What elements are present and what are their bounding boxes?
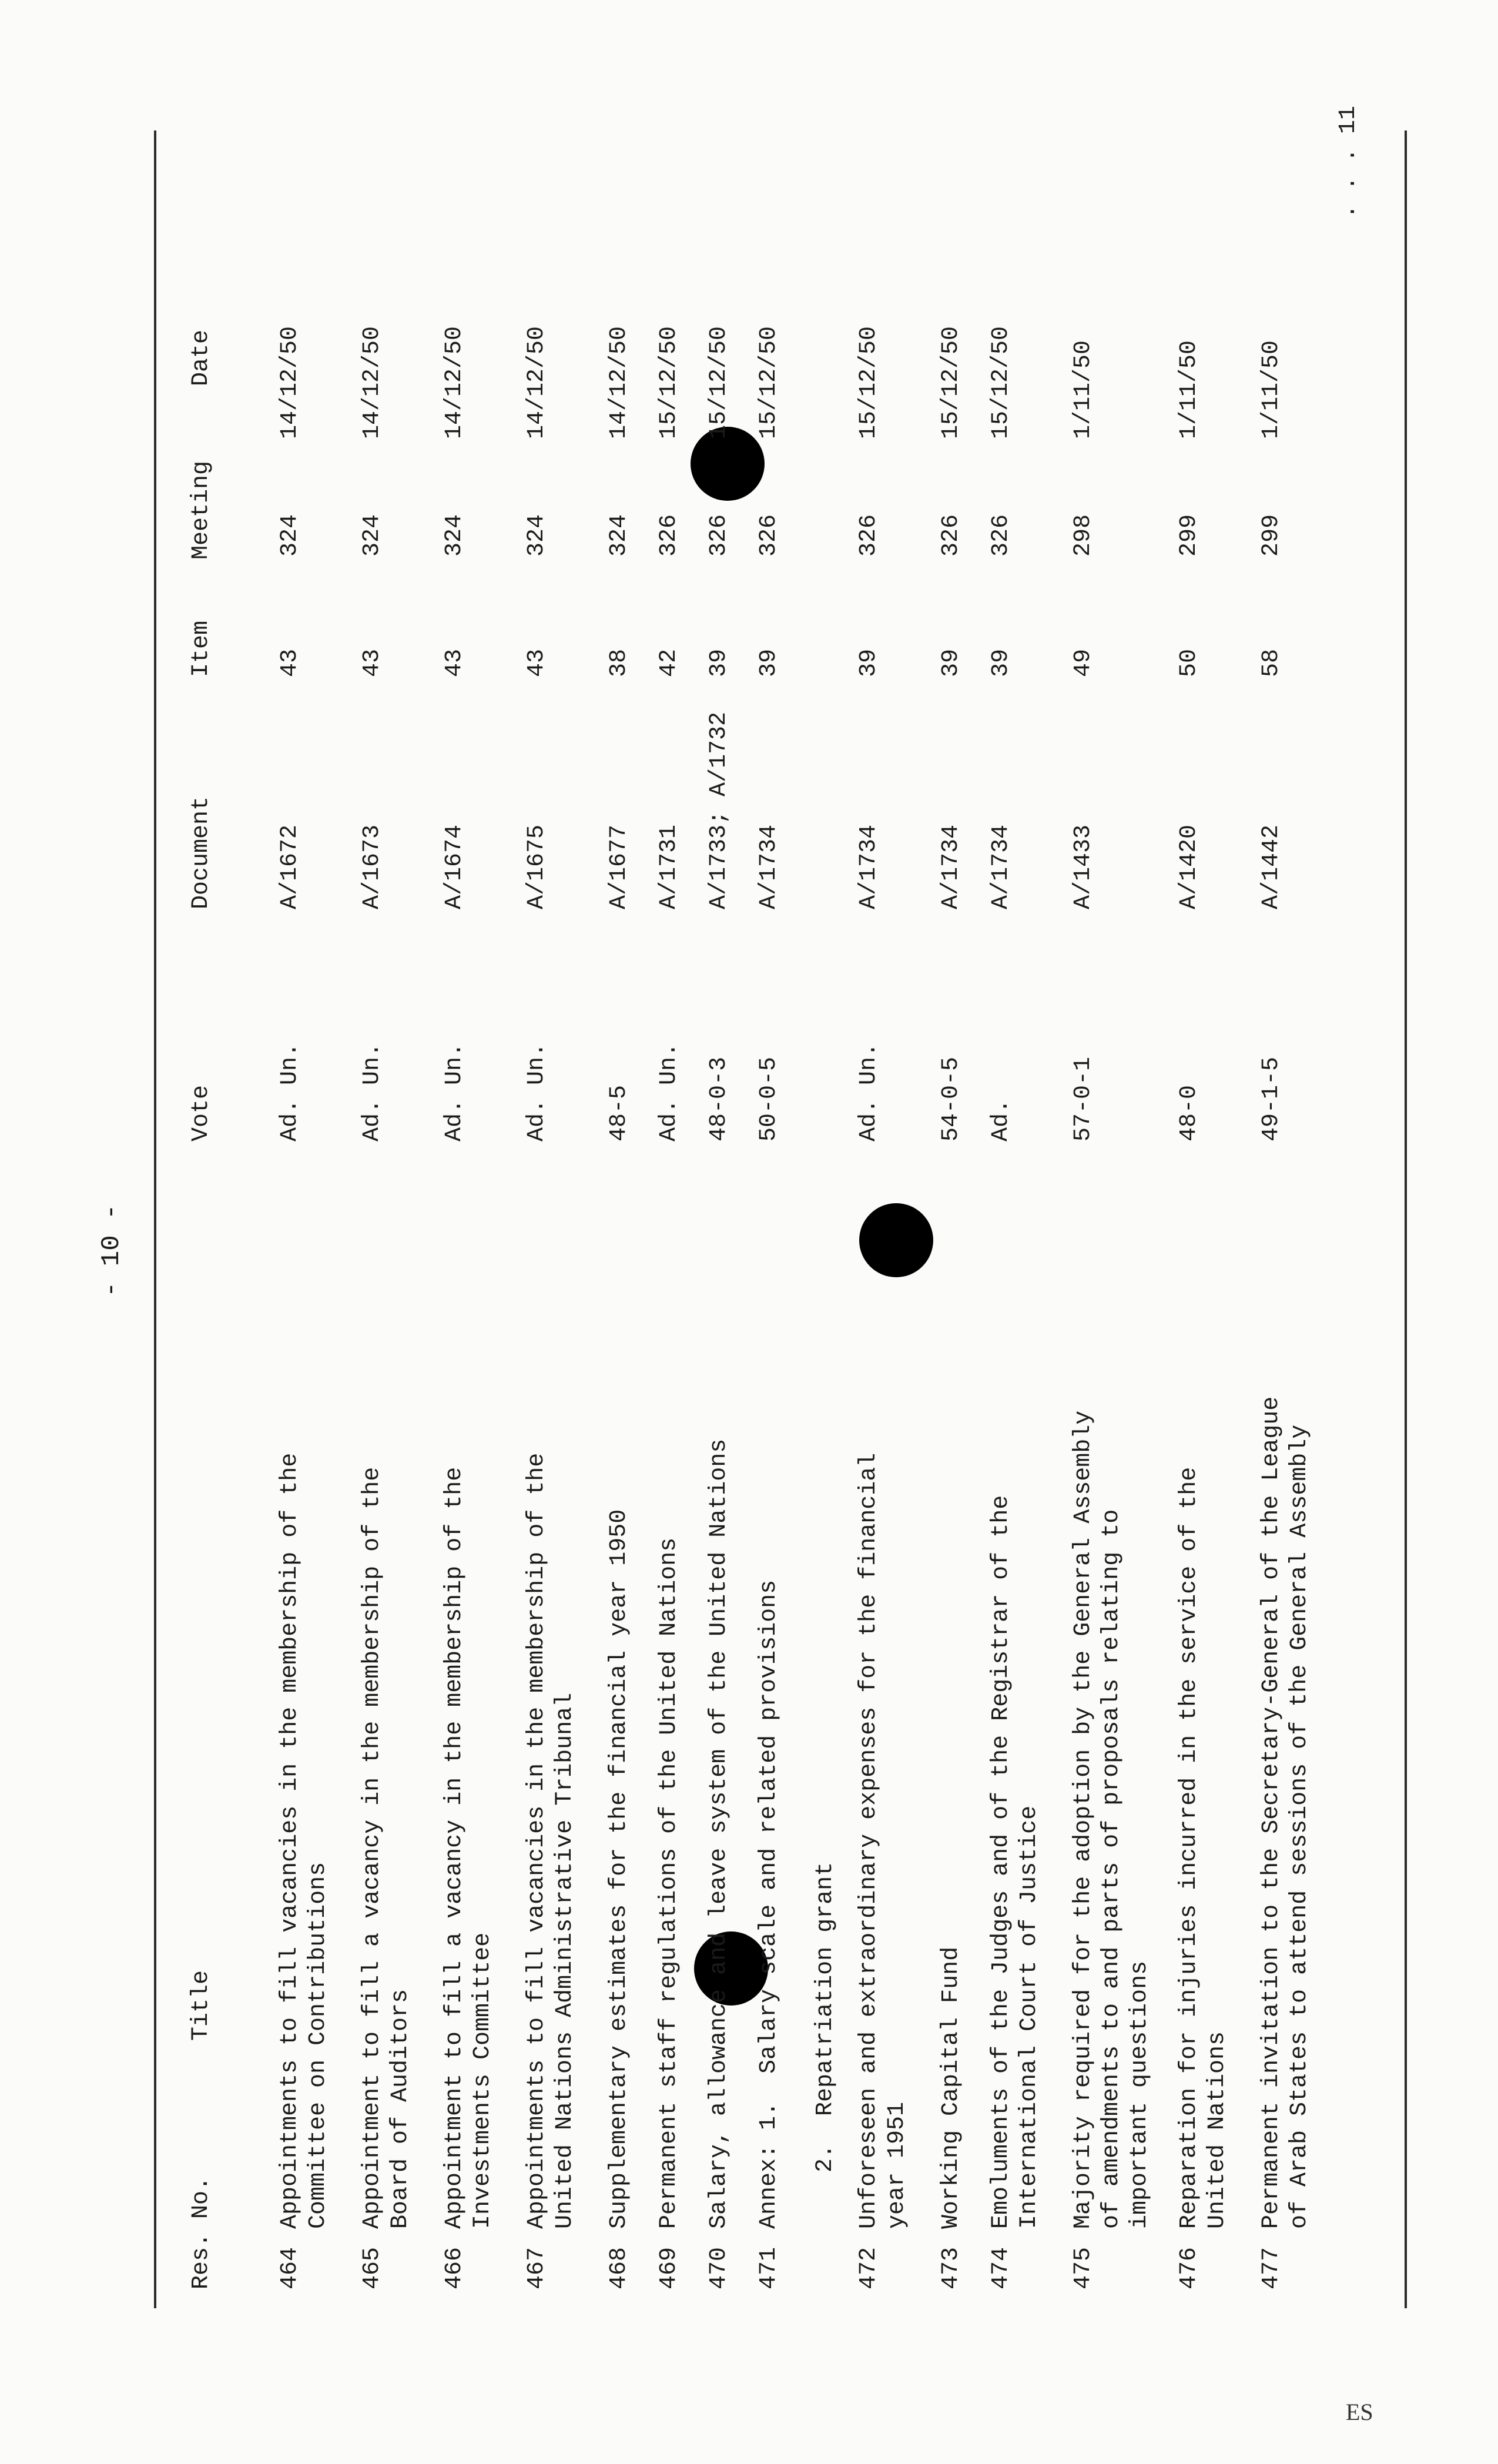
- item-cell: 43: [524, 648, 550, 677]
- title-cell: Appointments to fill vacancies in the membership of the Committee on Contributions: [277, 1452, 331, 2229]
- item-cell: 50: [1176, 648, 1202, 677]
- meeting-cell: 299: [1176, 514, 1202, 557]
- item-cell: 49: [1070, 648, 1097, 677]
- bottom-rule: [1405, 130, 1407, 2308]
- date-cell: 15/12/50: [706, 326, 732, 439]
- document-cell: A/1734: [938, 824, 964, 909]
- vote-cell: Ad. Un.: [656, 1042, 682, 1141]
- item-cell: 39: [706, 648, 732, 677]
- vote-cell: 50-0-5: [756, 1056, 782, 1141]
- top-rule: [154, 130, 156, 2308]
- meeting-cell: 326: [938, 514, 964, 557]
- title-cell: Working Capital Fund: [938, 1946, 964, 2229]
- date-cell: 15/12/50: [988, 326, 1014, 439]
- title-cell: Majority required for the adoption by the General Assembly of amendments to and parts of proposals relating to important questions: [1070, 1410, 1153, 2229]
- res-no-cell: 469: [656, 2247, 682, 2289]
- item-cell: 39: [938, 648, 964, 677]
- vote-cell: Ad. Un.: [277, 1042, 303, 1141]
- meeting-cell: 324: [441, 514, 468, 557]
- header-title: Title: [188, 1970, 215, 2041]
- document-cell: A/1672: [277, 824, 303, 909]
- page-number: - 10 -: [97, 1204, 126, 1297]
- date-cell: 1/11/50: [1176, 340, 1202, 439]
- document-cell: A/1433: [1070, 824, 1097, 909]
- document-cell: A/1675: [524, 824, 550, 909]
- item-cell: 39: [988, 648, 1014, 677]
- title-cell: Unforeseen and extraordinary expenses for the financial year 1951: [856, 1452, 910, 2229]
- item-cell: 39: [856, 648, 882, 677]
- title-cell: Permanent invitation to the Secretary-General of the League of Arab States to attend sessions of the General Assembly: [1258, 1396, 1313, 2229]
- meeting-cell: 326: [988, 514, 1014, 557]
- vote-cell: Ad. Un.: [856, 1042, 882, 1141]
- res-no-cell: 470: [706, 2247, 732, 2289]
- meeting-cell: 326: [756, 514, 782, 557]
- title-cell: Supplementary estimates for the financial year 1950: [606, 1509, 632, 2229]
- document-cell: A/1734: [988, 824, 1014, 909]
- header-document: Document: [188, 796, 215, 909]
- vote-cell: 57-0-1: [1070, 1056, 1097, 1141]
- item-cell: 43: [359, 648, 386, 677]
- title-cell: Appointment to fill a vacancy in the membership of the Investments Committee: [441, 1467, 496, 2229]
- vote-cell: Ad. Un.: [441, 1042, 468, 1141]
- meeting-cell: 324: [277, 514, 303, 557]
- date-cell: 14/12/50: [277, 326, 303, 439]
- date-cell: 1/11/50: [1070, 340, 1097, 439]
- header-vote: Vote: [188, 1084, 215, 1141]
- document-cell: A/1731: [656, 824, 682, 909]
- res-no-cell: 464: [277, 2247, 303, 2289]
- title-cell: Appointments to fill vacancies in the membership of the United Nations Administrative Tribunal: [524, 1452, 578, 2229]
- res-no-cell: 473: [938, 2247, 964, 2289]
- title-cell: Annex: 1. Salary scale and related provisions 2. Repatriation grant: [756, 1579, 839, 2229]
- date-cell: 15/12/50: [756, 326, 782, 439]
- date-cell: 15/12/50: [656, 326, 682, 439]
- vote-cell: 48-0: [1176, 1084, 1202, 1141]
- res-no-cell: 477: [1258, 2247, 1285, 2289]
- date-cell: 1/11/50: [1258, 340, 1285, 439]
- vote-cell: Ad.: [988, 1099, 1014, 1141]
- meeting-cell: 299: [1258, 514, 1285, 557]
- meeting-cell: 326: [856, 514, 882, 557]
- title-cell: Reparation for injuries incurred in the service of the United Nations: [1176, 1467, 1231, 2229]
- item-cell: 42: [656, 648, 682, 677]
- item-cell: 43: [277, 648, 303, 677]
- date-cell: 14/12/50: [359, 326, 386, 439]
- date-cell: 14/12/50: [441, 326, 468, 439]
- date-cell: 15/12/50: [938, 326, 964, 439]
- header-item: Item: [188, 620, 215, 677]
- meeting-cell: 298: [1070, 514, 1097, 557]
- title-cell: Emoluments of the Judges and of the Registrar of the International Court of Justice: [988, 1495, 1043, 2229]
- document-cell: A/1420: [1176, 824, 1202, 909]
- header-date: Date: [188, 329, 215, 386]
- meeting-cell: 324: [606, 514, 632, 557]
- item-cell: 38: [606, 648, 632, 677]
- title-cell: Salary, allowance and leave system of the United Nations: [706, 1438, 732, 2229]
- res-no-cell: 471: [756, 2247, 782, 2289]
- continuation-marker: . . . 11: [1335, 105, 1362, 219]
- document-cell: A/1674: [441, 824, 468, 909]
- header-res-no: Res. No.: [188, 2176, 215, 2289]
- res-no-cell: 474: [988, 2247, 1014, 2289]
- vote-cell: 48-5: [606, 1084, 632, 1141]
- res-no-cell: 475: [1070, 2247, 1097, 2289]
- res-no-cell: 465: [359, 2247, 386, 2289]
- vote-cell: 48-0-3: [706, 1056, 732, 1141]
- header-meeting: Meeting: [188, 460, 215, 560]
- item-cell: 39: [756, 648, 782, 677]
- document-cell: A/1673: [359, 824, 386, 909]
- meeting-cell: 326: [706, 514, 732, 557]
- res-no-cell: 466: [441, 2247, 468, 2289]
- meeting-cell: 324: [524, 514, 550, 557]
- document-cell: A/1677: [606, 824, 632, 909]
- document-cell: A/1442: [1258, 824, 1285, 909]
- res-no-cell: 472: [856, 2247, 882, 2289]
- document-cell: A/1734: [856, 824, 882, 909]
- vote-cell: Ad. Un.: [524, 1042, 550, 1141]
- item-cell: 43: [441, 648, 468, 677]
- meeting-cell: 324: [359, 514, 386, 557]
- vote-cell: 49-1-5: [1258, 1056, 1285, 1141]
- title-cell: Appointment to fill a vacancy in the membership of the Board of Auditors: [359, 1467, 414, 2229]
- res-no-cell: 476: [1176, 2247, 1202, 2289]
- date-cell: 15/12/50: [856, 326, 882, 439]
- vote-cell: 54-0-5: [938, 1056, 964, 1141]
- item-cell: 58: [1258, 648, 1285, 677]
- res-no-cell: 468: [606, 2247, 632, 2289]
- margin-mark: ES: [1346, 2399, 1373, 2425]
- date-cell: 14/12/50: [606, 326, 632, 439]
- document-cell: A/1733; A/1732: [706, 711, 732, 909]
- date-cell: 14/12/50: [524, 326, 550, 439]
- title-cell: Permanent staff regulations of the United Nations: [656, 1537, 682, 2229]
- vote-cell: Ad. Un.: [359, 1042, 386, 1141]
- meeting-cell: 326: [656, 514, 682, 557]
- res-no-cell: 467: [524, 2247, 550, 2289]
- document-cell: A/1734: [756, 824, 782, 909]
